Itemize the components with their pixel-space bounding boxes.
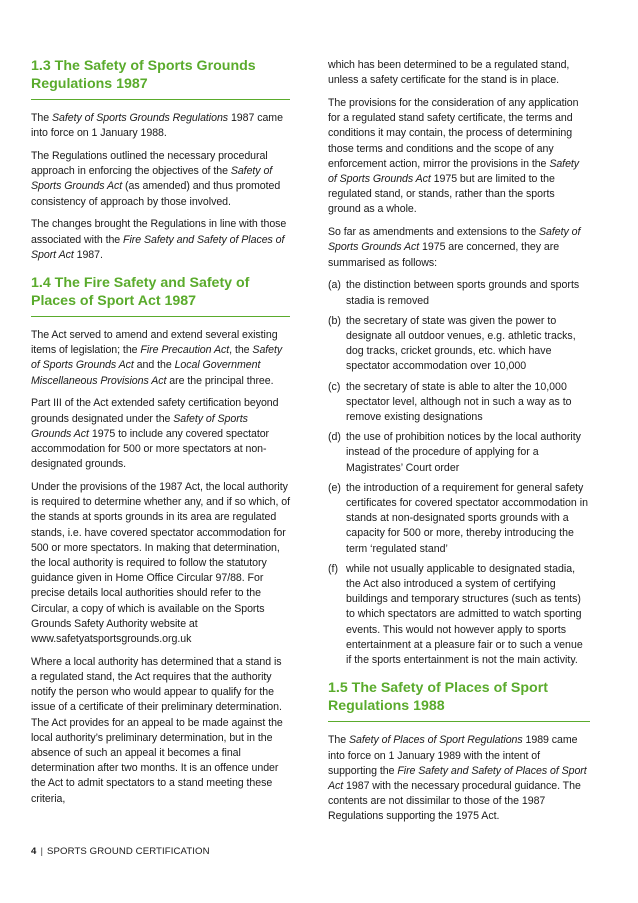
section-1-3-paragraph-3: The changes brought the Regulations in line with those associated with the Fire Safety and Safety of Places of Sport Act 1987.: [31, 218, 287, 261]
right-paragraph-2: The provisions for the consideration of any application for a regulated stand safety certificate, the terms and conditions it may contain, the process of determining those terms and conditions and the scope of any enforcement action, mirror the provisions in the Safety of Sports Grounds Act 1975 but are limited to the regulated stand, or stands, rather than the sports ground as a whole.: [328, 97, 580, 216]
page-footer: [31, 846, 210, 857]
page-number: 4: [31, 846, 37, 857]
section-1-3-paragraph-1: The Safety of Sports Grounds Regulations 1987 came into force on 1 January 1988.: [31, 112, 283, 140]
list-item: (a) the distinction between sports grounds and sports stadia is removed: [328, 279, 580, 307]
left-column: [31, 58, 290, 814]
section-1-4-paragraph-1: The Act served to amend and extend several existing items of legislation; the Fire Precaution Act, the Safety of Sports Grounds Act and the Local Government Miscellaneous Provisions Act are the principal three.: [31, 329, 283, 387]
footer-title: SPORTS GROUND CERTIFICATION: [47, 846, 210, 857]
section-1-3-paragraph-2: The Regulations outlined the necessary procedural approach in enforcing the objectives of the Safety of Sports Grounds Act (as amended) and thus promoted consistency of approach by those involved.: [31, 150, 281, 208]
right-column: [328, 58, 590, 832]
section-1-5-paragraph-1: The Safety of Places of Sport Regulations 1989 came into force on 1 January 1989 with the intent of supporting the Fire Safety and Safety of Places of Sport Act 1987 with the necessary procedural guidance. The contents are not dissimilar to those of the 1987 Regulations supporting the 1975 Act.: [328, 734, 587, 823]
section-1-4-paragraph-3: Under the provisions of the 1987 Act, the local authority is required to determine whether any, and if so which, of the stands at sports grounds in its area are regulated stands, i.e. have covered spectator accommodation for 500 or more spectators. In making that determination, the local authority is required to follow the statutory guidance given in Home Office Circular 97/88. For precise details local authorities should refer to the Circular, a copy of which is available on the Sports Grounds Safety Authority website at www.safetyatsportsgrounds.org.uk: [31, 481, 290, 646]
section-1-3-rule: [31, 99, 290, 100]
right-paragraph-1: which has been determined to be a regulated stand, unless a safety certificate for the stand is in place.: [328, 59, 570, 87]
section-1-4-paragraph-4: Where a local authority has determined that a stand is a regulated stand, the Act requires that the authority notify the person who would appear to qualify for the issue of a certificate of their preliminary determination. The Act provides for an appeal to be made against the local authority’s preliminary determination, but in the absence of such an appeal it becomes a final determination after two months. It is an offence under the Act to admit spectators to a stand meeting these criteria,: [31, 655, 283, 805]
amendments-list: [328, 278, 590, 668]
right-paragraph-3: So far as amendments and extensions to the Safety of Sports Grounds Act 1975 are concerned, they are summarised as follows:: [328, 226, 581, 269]
section-1-5-heading: 1.5 The Safety of Places of Sport Regulations 1988: [328, 680, 548, 714]
section-1-4: [31, 275, 290, 807]
section-1-4-paragraph-2: Part III of the Act extended safety certification beyond grounds designated under the Safety of Sports Grounds Act 1975 to include any covered spectator accommodation for 500 or more spectators at non-designated grounds.: [31, 397, 279, 471]
list-item: (c) the secretary of state is able to alter the 10,000 spectator level, although not in such a way as to remove existing designations: [328, 380, 572, 424]
section-1-5-rule: [328, 721, 590, 722]
footer-separator: |: [40, 846, 44, 857]
section-1-4-rule: [31, 316, 290, 317]
section-1-5: [328, 680, 590, 824]
list-item: (e) the introduction of a requirement for general safety certificates for covered spectator accommodation in stands at non-designated sports grounds with a capacity for 500 or more, thereby introducing the term ‘regulated stand’: [328, 481, 589, 555]
list-item: (f) while not usually applicable to designated stadia, the Act also introduced a system of certifying buildings and temporary structures (such as tents) to which spectators are admitted to watch sporting events. This would not however apply to sports entertainment at a pleasure fair or to such a venue if the sports entertainment is not the main activity.: [328, 562, 583, 667]
list-item: (b) the secretary of state was given the power to designate all outdoor venues, e.g. athletic tracks, dog tracks, cricket grounds, etc. which have spectator accommodation over 10,000: [328, 314, 576, 373]
list-item: (d) the use of prohibition notices by the local authority instead of the procedure of applying for a Magistrates’ Court order: [328, 431, 581, 474]
section-1-4-heading: 1.4 The Fire Safety and Safety of Places of Sport Act 1987: [31, 275, 250, 309]
section-1-3-heading: 1.3 The Safety of Sports Grounds Regulations 1987: [31, 58, 256, 92]
